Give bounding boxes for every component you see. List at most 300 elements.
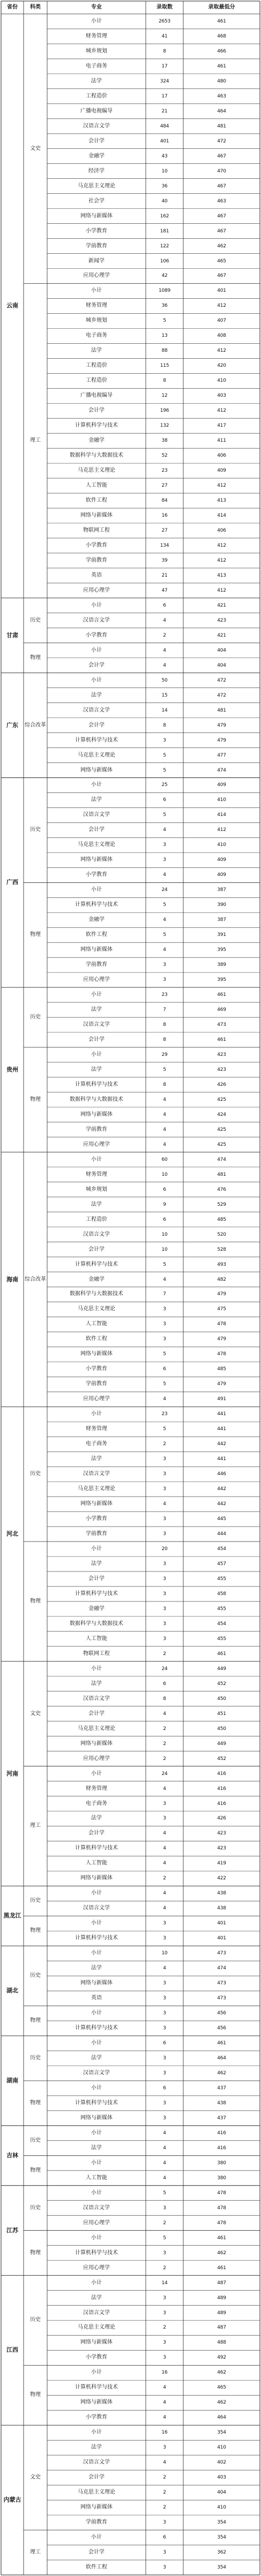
min-score-cell: 414	[217, 513, 226, 519]
min-score-cell: 464	[217, 2056, 226, 2061]
admitted-count-cell: 8	[163, 1037, 166, 1043]
category-cell: 理工	[30, 2549, 41, 2556]
major-cell: 小计	[91, 1156, 102, 1162]
min-score-cell: 489	[217, 2310, 226, 2316]
min-score-cell: 478	[217, 2220, 226, 2226]
category-cell: 理工	[30, 1823, 41, 1829]
min-score-cell: 441	[217, 1456, 226, 1462]
province-cell: 湖南	[6, 2076, 18, 2084]
min-score-cell: 461	[217, 2041, 226, 2046]
min-score-cell: 473	[217, 1981, 226, 1986]
min-score-cell: 389	[217, 962, 226, 968]
admitted-count-cell: 2	[163, 632, 166, 638]
admitted-count-cell: 2	[163, 1726, 166, 1732]
admitted-count-cell: 5	[163, 767, 166, 773]
min-score-cell: 462	[217, 2250, 226, 2256]
admitted-count-cell: 3	[163, 2250, 166, 2256]
admitted-count-cell: 16	[161, 2430, 168, 2436]
major-cell: 会计学	[88, 722, 105, 728]
admitted-count-cell: 4	[163, 2160, 166, 2166]
admitted-count-cell: 3	[163, 1981, 166, 1986]
major-cell: 小计	[91, 2369, 102, 2376]
admitted-count-cell: 4	[163, 1786, 166, 1792]
admitted-count-cell: 3	[163, 1921, 166, 1927]
min-score-cell: 520	[217, 1232, 226, 1237]
min-score-cell: 462	[217, 2400, 226, 2406]
major-cell: 汉语言文学	[83, 1231, 110, 1237]
min-score-cell: 461	[217, 992, 226, 998]
admitted-count-cell: 38	[161, 438, 168, 444]
major-cell: 马克思主义理论	[78, 1306, 115, 1312]
min-score-cell: 410	[217, 797, 226, 803]
min-score-cell: 387	[217, 917, 226, 923]
major-cell: 法学	[91, 797, 102, 803]
admitted-count-cell: 3	[163, 2011, 166, 2016]
admitted-count-cell: 4	[163, 1831, 166, 1837]
min-score-cell: 412	[217, 408, 226, 414]
admitted-count-cell: 3	[163, 857, 166, 863]
admitted-count-cell: 4	[163, 1846, 166, 1852]
major-cell: 马克思主义理论	[78, 752, 115, 758]
admitted-count-cell: 132	[160, 423, 169, 429]
min-score-cell: 478	[217, 2190, 226, 2196]
major-cell: 学前教育	[86, 2519, 107, 2526]
admitted-count-cell: 4	[163, 617, 166, 623]
major-cell: 城乡规划	[86, 48, 107, 54]
min-score-cell: 401	[217, 1936, 226, 1942]
major-cell: 数据科学与大数据技术	[70, 1096, 123, 1102]
major-cell: 小计	[91, 992, 102, 998]
major-cell: 小计	[91, 677, 102, 683]
major-cell: 小计	[91, 2534, 102, 2541]
major-cell: 汉语言文学	[83, 123, 110, 129]
major-cell: 会计学	[88, 1710, 105, 1717]
major-cell: 网络与新媒体	[80, 1875, 113, 1882]
major-cell: 计算机科学与技术	[75, 2384, 118, 2391]
admitted-count-cell: 8	[163, 1696, 166, 1702]
min-score-cell: 441	[217, 1426, 226, 1432]
min-score-cell: 445	[217, 1516, 226, 1522]
category-cell: 物理	[30, 654, 41, 661]
major-cell: 新闻学	[88, 258, 105, 264]
min-score-cell: 411	[217, 438, 226, 444]
admitted-count-cell: 8	[163, 1022, 166, 1028]
major-cell: 小计	[91, 782, 102, 788]
admitted-count-cell: 15	[161, 692, 168, 698]
min-score-cell: 487	[217, 2325, 226, 2331]
major-cell: 物联网工程	[83, 1650, 110, 1657]
admitted-count-cell: 3	[163, 1996, 166, 2001]
min-score-cell: 438	[217, 1906, 226, 1912]
major-cell: 软件工程	[86, 932, 107, 938]
major-cell: 应用心理学	[83, 1141, 110, 1147]
major-cell: 小学教育	[86, 1366, 107, 1372]
admitted-count-cell: 4	[163, 947, 166, 953]
admitted-count-cell: 3	[163, 1816, 166, 1822]
major-cell: 汉语言文学	[83, 2069, 110, 2076]
min-score-cell: 449	[217, 1741, 226, 1747]
admitted-count-cell: 84	[161, 498, 168, 504]
min-score-cell: 482	[217, 1276, 226, 1282]
min-score-cell: 417	[217, 423, 226, 429]
min-score-cell: 404	[217, 647, 226, 653]
admitted-count-cell: 36	[161, 303, 168, 309]
min-score-cell: 416	[217, 2145, 226, 2151]
major-cell: 电子商务	[86, 1441, 107, 1447]
min-score-cell: 387	[217, 887, 226, 893]
min-score-cell: 421	[217, 602, 226, 608]
min-score-cell: 444	[217, 1531, 226, 1537]
admitted-count-cell: 4	[163, 2385, 166, 2391]
admitted-count-cell: 3	[163, 2550, 166, 2556]
min-score-cell: 479	[217, 1381, 226, 1387]
major-cell: 汉语言文学	[83, 707, 110, 713]
major-cell: 人工智能	[86, 1321, 107, 1327]
min-score-cell: 413	[217, 572, 226, 578]
admitted-count-cell: 6	[163, 1366, 166, 1372]
major-cell: 计算机科学与技术	[75, 2249, 118, 2256]
min-score-cell: 461	[217, 1651, 226, 1657]
major-cell: 网络与新媒体	[80, 512, 113, 519]
min-score-cell: 481	[217, 1172, 226, 1177]
admitted-count-cell: 8	[163, 1082, 166, 1087]
admitted-count-cell: 2	[163, 2505, 166, 2511]
min-score-cell: 449	[217, 1666, 226, 1672]
min-score-cell: 403	[217, 393, 226, 399]
min-score-cell: 455	[217, 1636, 226, 1642]
min-score-cell: 458	[217, 1591, 226, 1597]
major-cell: 网络与新媒体	[80, 1351, 113, 1357]
min-score-cell: 406	[217, 527, 226, 533]
admitted-count-cell: 2	[163, 1651, 166, 1657]
min-score-cell: 529	[217, 1202, 226, 1207]
admitted-count-cell: 3	[163, 2445, 166, 2451]
admitted-count-cell: 60	[161, 1157, 168, 1162]
admitted-count-cell: 24	[161, 887, 168, 893]
admitted-count-cell: 5	[163, 812, 166, 818]
admitted-count-cell: 134	[160, 542, 169, 548]
major-cell: 网络与新媒体	[80, 1111, 113, 1117]
min-score-cell: 479	[217, 737, 226, 743]
admitted-count-cell: 4	[163, 1097, 166, 1102]
min-score-cell: 406	[217, 453, 226, 459]
major-cell: 学前教育	[86, 557, 107, 563]
header-major: 专业	[91, 4, 102, 10]
min-score-cell: 408	[217, 333, 226, 339]
min-score-cell: 469	[217, 1007, 226, 1013]
min-score-cell: 401	[217, 1921, 226, 1927]
min-score-cell: 477	[217, 752, 226, 758]
admitted-count-cell: 162	[160, 213, 169, 219]
admitted-count-cell: 3	[163, 2070, 166, 2076]
admitted-count-cell: 24	[161, 1771, 168, 1777]
major-cell: 法学	[91, 1007, 102, 1013]
admitted-count-cell: 4	[163, 1711, 166, 1717]
major-cell: 数据科学与大数据技术	[70, 1620, 123, 1627]
admitted-count-cell: 17	[161, 63, 168, 69]
min-score-cell: 380	[217, 2160, 226, 2166]
min-score-cell: 462	[217, 2070, 226, 2076]
min-score-cell: 422	[217, 1876, 226, 1882]
min-score-cell: 473	[217, 1022, 226, 1028]
admitted-count-cell: 14	[161, 707, 168, 713]
major-cell: 网络与新媒体	[80, 857, 113, 863]
admitted-count-cell: 5	[163, 318, 166, 324]
major-cell: 应用心理学	[83, 2264, 110, 2271]
major-cell: 小计	[91, 1665, 102, 1672]
admitted-count-cell: 52	[161, 453, 168, 459]
major-cell: 小计	[91, 647, 102, 653]
major-cell: 汉语言文学	[83, 1905, 110, 1912]
major-cell: 小学教育	[86, 2414, 107, 2421]
major-cell: 网络与新媒体	[80, 947, 113, 953]
min-score-cell: 485	[217, 1366, 226, 1372]
admitted-count-cell: 3	[163, 2056, 166, 2061]
major-cell: 电子商务	[86, 333, 107, 339]
major-cell: 小计	[91, 2189, 102, 2196]
min-score-cell: 474	[217, 1966, 226, 1971]
category-cell: 历史	[30, 1898, 41, 1904]
min-score-cell: 452	[217, 1756, 226, 1762]
admitted-count-cell: 5	[163, 2235, 166, 2241]
min-score-cell: 462	[217, 2370, 226, 2376]
major-cell: 金融学	[88, 1605, 105, 1612]
category-cell: 物理	[30, 1598, 41, 1604]
min-score-cell: 412	[217, 827, 226, 833]
major-cell: 法学	[91, 692, 102, 698]
min-score-cell: 472	[217, 138, 226, 144]
major-cell: 财务管理	[86, 33, 107, 39]
major-cell: 小学教育	[86, 542, 107, 548]
major-cell: 小计	[91, 2040, 102, 2046]
major-cell: 法学	[91, 1560, 102, 1567]
min-score-cell: 395	[217, 947, 226, 953]
admitted-count-cell: 3	[163, 1486, 166, 1492]
admitted-count-cell: 3	[163, 1471, 166, 1477]
major-cell: 小学教育	[86, 872, 107, 878]
min-score-cell: 455	[217, 1576, 226, 1582]
major-cell: 计算机科学与技术	[75, 2025, 118, 2031]
major-cell: 会计学	[88, 1575, 105, 1582]
min-score-cell: 480	[217, 78, 226, 84]
major-cell: 计算机科学与技术	[75, 1081, 118, 1087]
category-cell: 历史	[30, 2137, 41, 2143]
admitted-count-cell: 2653	[158, 18, 171, 24]
admitted-count-cell: 4	[163, 1127, 166, 1132]
min-score-cell: 474	[217, 767, 226, 773]
province-cell: 甘肃	[6, 631, 18, 639]
min-score-cell: 402	[217, 2460, 226, 2466]
category-cell: 历史	[30, 2055, 41, 2061]
admitted-count-cell: 27	[161, 483, 168, 489]
major-cell: 英语	[91, 572, 102, 578]
min-score-cell: 472	[217, 677, 226, 683]
major-cell: 网络与新媒体	[80, 2339, 113, 2346]
major-cell: 法学	[91, 2294, 102, 2301]
admitted-count-cell: 3	[163, 1306, 166, 1312]
admitted-count-cell: 23	[161, 1411, 168, 1417]
admitted-count-cell: 3	[163, 2520, 166, 2526]
major-cell: 小计	[91, 1950, 102, 1956]
major-cell: 法学	[91, 1965, 102, 1971]
major-cell: 计算机科学与技术	[75, 1845, 118, 1852]
major-cell: 应用心理学	[83, 2219, 110, 2226]
major-cell: 计算机科学与技术	[75, 422, 118, 429]
admitted-count-cell: 3	[163, 2026, 166, 2031]
major-cell: 金融学	[88, 917, 105, 923]
major-cell: 网络与新媒体	[80, 213, 113, 219]
min-score-cell: 528	[217, 1247, 226, 1252]
min-score-cell: 467	[217, 228, 226, 234]
province-cell: 贵州	[6, 1066, 18, 1073]
admitted-count-cell: 181	[160, 228, 169, 234]
admitted-count-cell: 3	[163, 2115, 166, 2121]
min-score-cell: 410	[217, 378, 226, 384]
admitted-count-cell: 24	[161, 1666, 168, 1672]
min-score-cell: 461	[217, 2235, 226, 2241]
admitted-count-cell: 41	[161, 33, 168, 39]
min-score-cell: 461	[217, 18, 226, 24]
admitted-count-cell: 5	[163, 2190, 166, 2196]
min-score-cell: 467	[217, 153, 226, 159]
admitted-count-cell: 8	[163, 48, 166, 54]
category-cell: 物理	[30, 2099, 41, 2106]
min-score-cell: 464	[217, 2415, 226, 2421]
min-score-cell: 475	[217, 1306, 226, 1312]
min-score-cell: 467	[217, 213, 226, 219]
major-cell: 工程造价	[86, 362, 107, 369]
major-cell: 小计	[91, 1890, 102, 1897]
min-score-cell: 470	[217, 168, 226, 174]
min-score-cell: 479	[217, 1336, 226, 1342]
min-score-cell: 416	[217, 1786, 226, 1792]
major-cell: 小学教育	[86, 632, 107, 638]
major-cell: 小计	[91, 2159, 102, 2166]
admitted-count-cell: 6	[163, 1217, 166, 1222]
admitted-count-cell: 12	[161, 393, 168, 399]
major-cell: 小计	[91, 1411, 102, 1417]
major-cell: 网络与新媒体	[80, 1501, 113, 1507]
major-cell: 小计	[91, 2010, 102, 2016]
admitted-count-cell: 40	[161, 198, 168, 204]
major-cell: 物联网工程	[83, 527, 110, 533]
major-cell: 法学	[91, 2144, 102, 2151]
admitted-count-cell: 2	[163, 2265, 166, 2271]
min-score-cell: 412	[217, 587, 226, 593]
admitted-count-cell: 10	[161, 1232, 168, 1237]
min-score-cell: 401	[217, 288, 226, 294]
major-cell: 网络与新媒体	[80, 1980, 113, 1986]
min-score-cell: 437	[217, 2115, 226, 2121]
major-cell: 电子商务	[86, 1800, 107, 1807]
admitted-count-cell: 4	[163, 647, 166, 653]
major-cell: 马克思主义理论	[78, 1486, 115, 1492]
category-cell: 物理	[30, 932, 41, 938]
min-score-cell: 451	[217, 1711, 226, 1717]
category-cell: 物理	[30, 2167, 41, 2173]
major-cell: 应用心理学	[83, 273, 110, 279]
admitted-count-cell: 3	[163, 1936, 166, 1942]
min-score-cell: 488	[217, 2340, 226, 2346]
admitted-count-cell: 7	[163, 1291, 166, 1297]
admitted-count-cell: 8	[163, 722, 166, 728]
min-score-cell: 412	[217, 557, 226, 563]
admitted-count-cell: 4	[163, 1861, 166, 1867]
admitted-count-cell: 88	[161, 348, 168, 354]
major-cell: 网络与新媒体	[80, 2504, 113, 2511]
major-cell: 小计	[91, 2084, 102, 2091]
min-score-cell: 438	[217, 1891, 226, 1897]
major-cell: 小学教育	[86, 2354, 107, 2361]
major-cell: 小计	[91, 2234, 102, 2241]
admitted-count-cell: 484	[160, 123, 169, 129]
major-cell: 财务管理	[86, 1171, 107, 1177]
min-score-cell: 423	[217, 617, 226, 623]
min-score-cell: 416	[217, 2130, 226, 2136]
admitted-count-cell: 3	[163, 1591, 166, 1597]
major-cell: 数据科学与大数据技术	[70, 452, 123, 459]
admitted-count-cell: 2	[163, 1741, 166, 1747]
min-score-cell: 442	[217, 1441, 226, 1447]
major-cell: 会计学	[88, 2474, 105, 2481]
min-score-cell: 463	[217, 198, 226, 204]
major-cell: 汉语言文学	[83, 1022, 110, 1028]
category-cell: 物理	[30, 2392, 41, 2398]
major-cell: 汉语言文学	[83, 2309, 110, 2316]
admitted-count-cell: 3	[163, 1801, 166, 1807]
min-score-cell: 479	[217, 722, 226, 728]
major-cell: 计算机科学与技术	[75, 1261, 118, 1267]
admitted-count-cell: 4	[163, 1142, 166, 1147]
major-cell: 电子商务	[86, 63, 107, 69]
admitted-count-cell: 2	[163, 1876, 166, 1882]
major-cell: 汉语言文学	[83, 1695, 110, 1702]
admitted-count-cell: 29	[161, 1052, 168, 1057]
major-cell: 工程造价	[86, 93, 107, 99]
admitted-count-cell: 4	[163, 1966, 166, 1971]
province-cell: 海南	[6, 1275, 18, 1283]
admitted-count-cell: 3	[163, 737, 166, 743]
major-cell: 城乡规划	[86, 1186, 107, 1192]
admitted-count-cell: 4	[163, 1112, 166, 1117]
province-cell: 河南	[6, 1770, 18, 1777]
admitted-count-cell: 3	[163, 1516, 166, 1522]
major-cell: 计算机科学与技术	[75, 1590, 118, 1597]
min-score-cell: 450	[217, 1696, 226, 1702]
admitted-count-cell: 4	[163, 1501, 166, 1507]
min-score-cell: 419	[217, 1861, 226, 1867]
admitted-count-cell: 10	[161, 1247, 168, 1252]
admitted-count-cell: 4	[163, 662, 166, 668]
admitted-count-cell: 6	[163, 1681, 166, 1687]
admitted-count-cell: 5	[163, 1426, 166, 1432]
category-cell: 综合改革	[25, 1276, 46, 1282]
min-score-cell: 481	[217, 123, 226, 129]
major-cell: 会计学	[88, 827, 105, 833]
min-score-cell: 442	[217, 1486, 226, 1492]
major-cell: 汉语言文学	[83, 617, 110, 623]
admitted-count-cell: 3	[163, 2295, 166, 2301]
major-cell: 社会学	[88, 198, 105, 204]
admitted-count-cell: 4	[163, 872, 166, 878]
admitted-count-cell: 4	[163, 1891, 166, 1897]
admitted-count-cell: 21	[161, 572, 168, 578]
category-cell: 综合改革	[25, 722, 46, 728]
admitted-count-cell: 3	[163, 1321, 166, 1327]
category-cell: 历史	[30, 1973, 41, 1979]
category-cell: 理工	[30, 437, 41, 444]
min-score-cell: 412	[217, 542, 226, 548]
